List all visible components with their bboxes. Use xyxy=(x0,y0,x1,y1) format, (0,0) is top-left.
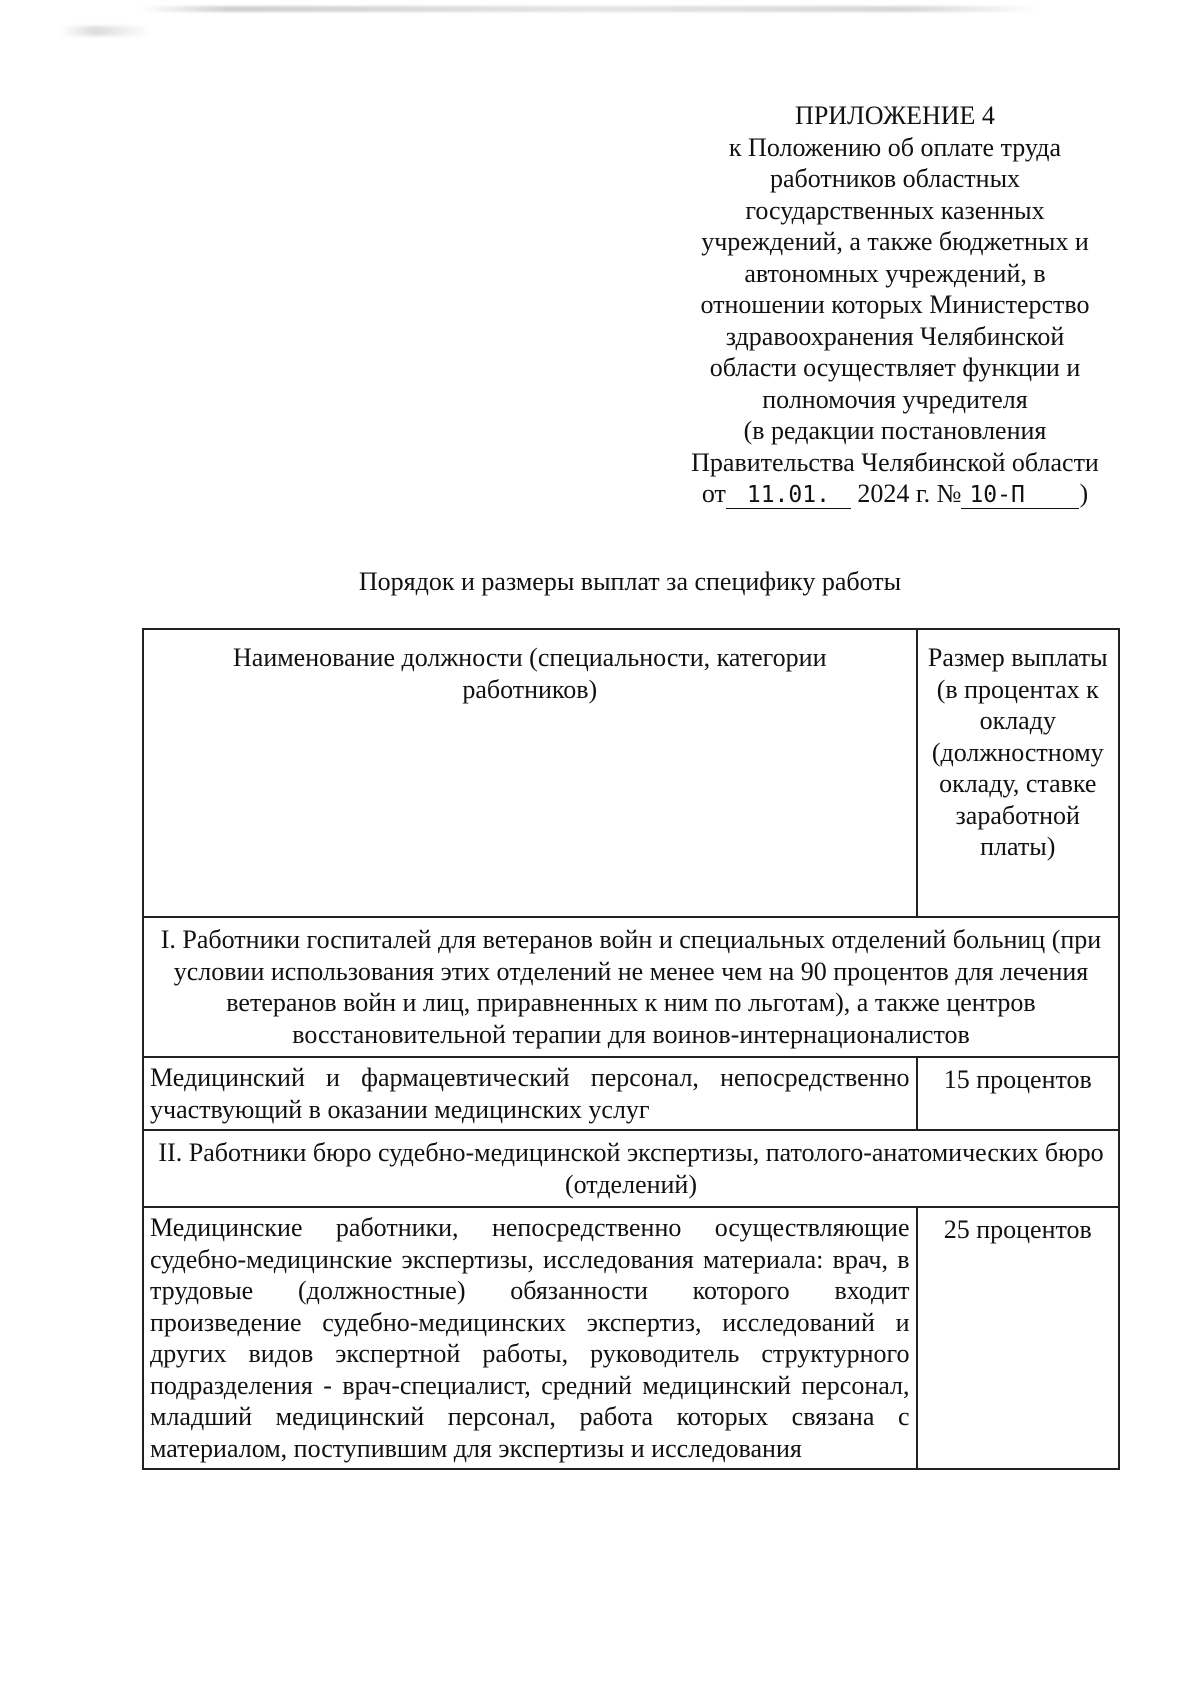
section-title-1: I. Работники госпиталей для ветеранов войн и специальных отделений больниц (при условии использования этих отделений не менее чем на 90 процентов для лечения ветеранов войн и лиц, приравненных к ним по льготам), а также центров восстановительной терапии для воинов-интернационалистов xyxy=(143,917,1119,1057)
appendix-line-10: (в редакции постановления xyxy=(743,416,1047,445)
section-row xyxy=(143,1130,1119,1207)
date-field: 11.01. xyxy=(726,482,851,509)
payment-size-1: 15 процентов xyxy=(917,1057,1120,1130)
section-title-2: II. Работники бюро судебно-медицинской экспертизы, патолого-анатомических бюро (отделений) xyxy=(143,1130,1119,1207)
appendix-line-9: полномочия учредителя xyxy=(762,384,1028,414)
position-name-2: Медицинские работники, непосредственно осуществляющие судебно-медицинские экспертизы, исследования материала: врач, в трудовые (должностные) обязанности которого входит произведение судебно-медицинских экспертиз, исследований и других видов экспертной работы, руководитель структурного подразделения - врач-специалист, средний медицинский персонал, младший медицинский персонал, работа которых связана с материалом, поступившим для экспертизы и исследования xyxy=(143,1207,917,1469)
scan-artifact-top xyxy=(140,6,1040,12)
appendix-line-1: к Положению об оплате труда xyxy=(728,132,1062,162)
year-number-label: 2024 г. № xyxy=(857,479,962,508)
table-row xyxy=(143,1207,1119,1469)
appendix-line-7: здравоохранения Челябинской xyxy=(725,321,1065,351)
appendix-line-11: Правительства Челябинской области xyxy=(691,447,1099,477)
payment-size-2: 25 процентов xyxy=(917,1207,1120,1469)
appendix-header xyxy=(660,100,1130,510)
number-field: 10-П xyxy=(961,482,1079,509)
appendix-line-6: отношении которых Министерство xyxy=(700,290,1090,319)
appendix-line-8: области осуществляет функции и xyxy=(709,353,1081,382)
resolution-date-line xyxy=(660,478,1130,510)
appendix-line-3: государственных казенных xyxy=(745,195,1045,225)
appendix-line-2: работников областных xyxy=(769,164,1021,193)
position-name-1: Медицинский и фармацевтический персонал, непосредственно участвующий в оказании медицинских услуг xyxy=(143,1057,917,1130)
document-title: Порядок и размеры выплат за специфику работы xyxy=(358,567,902,596)
payments-table xyxy=(142,628,1120,1470)
table-row xyxy=(143,1057,1119,1130)
appendix-line-5: автономных учреждений, в xyxy=(744,258,1046,288)
header-payment-size: Размер выплаты (в процентах к окладу (должностному окладу, ставке заработной платы) xyxy=(917,629,1120,917)
appendix-line-4: учреждений, а также бюджетных и xyxy=(701,227,1089,256)
date-prefix: от xyxy=(701,479,726,508)
section-row xyxy=(143,917,1119,1057)
table-header-row xyxy=(143,629,1119,917)
appendix-title: ПРИЛОЖЕНИЕ 4 xyxy=(795,101,995,130)
scan-artifact-smudge xyxy=(60,26,150,36)
header-position-name: Наименование должности (специальности, категории работников) xyxy=(143,629,917,917)
closing-paren: ) xyxy=(1079,479,1089,508)
